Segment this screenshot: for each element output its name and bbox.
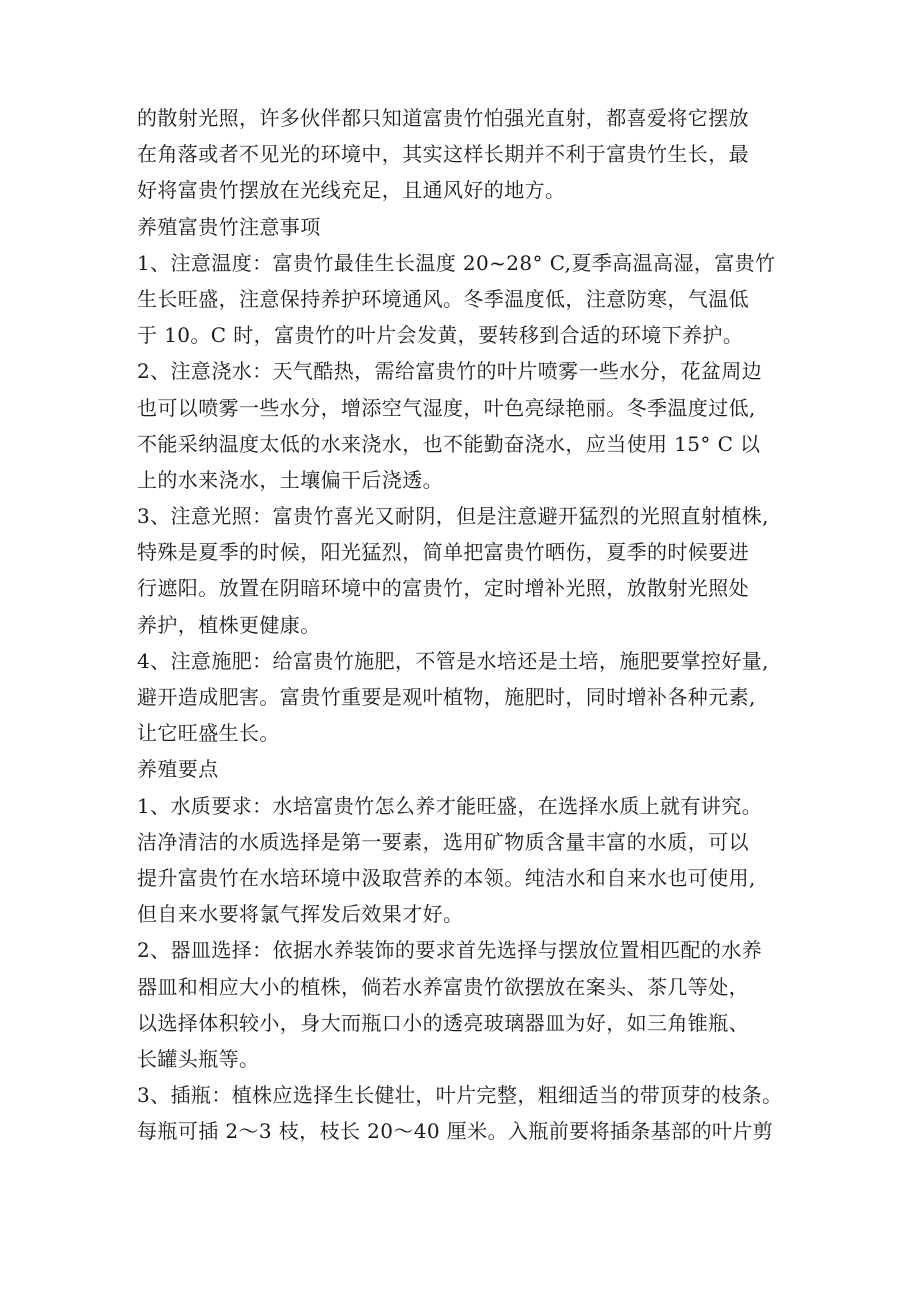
text-line: 长罐头瓶等。 [137,1046,260,1071]
text-line: 3、插瓶：植株应选择生长健壮，叶片完整，粗细适当的带顶芽的枝条。 [137,1083,783,1108]
section-heading: 养殖富贵竹注意事项 [137,214,321,239]
section-heading: 养殖要点 [137,757,219,782]
text-line: 特殊是夏季的时候，阳光猛烈，简单把富贵竹晒伤，夏季的时候要进 [137,540,749,565]
text-line: 4、注意施肥：给富贵竹施肥，不管是水培还是土培，施肥要掌控好量, [137,648,769,673]
text-line: 3、注意光照：富贵竹喜光又耐阴，但是注意避开猛烈的光照直射植株, [137,504,769,529]
text-line: 的散射光照，许多伙伴都只知道富贵竹怕强光直射，都喜爱将它摆放 [137,106,749,130]
text-line: 2、器皿选择：依据水养装饰的要求首先选择与摆放位置相匹配的水养 [137,938,763,963]
text-line: 好将富贵竹摆放在光线充足，且通风好的地方。 [137,178,566,203]
text-line: 2、注意浇水：天气酷热，需给富贵竹的叶片喷雾一些水分，花盆周边 [137,359,763,384]
text-line: 行遮阳。放置在阴暗环境中的富贵竹，定时增补光照，放散射光照处 [137,576,749,601]
text-line: 不能采纳温度太低的水来浇水，也不能勤奋浇水，应当使用 15° C 以 [137,431,761,456]
text-line: 但自来水要将氯气挥发后效果才好。 [137,902,464,927]
text-line: 提升富贵竹在水培环境中汲取营养的本领。纯洁水和自来水也可使用, [137,865,756,890]
text-line: 1、注意温度：富贵竹最佳生长温度 20~28° C,夏季高温高湿，富贵竹 [137,250,776,275]
text-line: 养护，植株更健康。 [137,612,321,637]
text-line: 在角落或者不见光的环境中，其实这样长期并不利于富贵竹生长，最 [137,142,749,167]
text-line: 生长旺盛，注意保持养护环境通风。冬季温度低，注意防寒，气温低 [137,286,749,311]
text-line: 于 10。C 时，富贵竹的叶片会发黄，要转移到合适的环境下养护。 [137,323,744,348]
text-line: 让它旺盛生长。 [137,721,280,746]
document-body [137,100,797,1149]
text-line: 也可以喷雾一些水分，增添空气湿度，叶色亮绿艳丽。冬季温度过低, [137,395,756,420]
text-line: 上的水来浇水，土壤偏干后浇透。 [137,467,443,492]
text-line: 洁净清洁的水质选择是第一要素，选用矿物质含量丰富的水质，可以 [137,829,749,854]
text-line: 避开造成肥害。富贵竹重要是观叶植物，施肥时，同时增补各种元素, [137,685,756,709]
text-line: 1、水质要求：水培富贵竹怎么养才能旺盛，在选择水质上就有讲究。 [137,793,763,818]
text-line: 以选择体积较小，身大而瓶口小的透亮玻璃器皿为好，如三角锥瓶、 [137,1010,749,1035]
text-line: 每瓶可插 2～3 枝，枝长 20～40 厘米。入瓶前要将插条基部的叶片剪 [137,1119,774,1144]
text-line: 器皿和相应大小的植株，倘若水养富贵竹欲摆放在案头、茶几等处， [137,974,749,999]
